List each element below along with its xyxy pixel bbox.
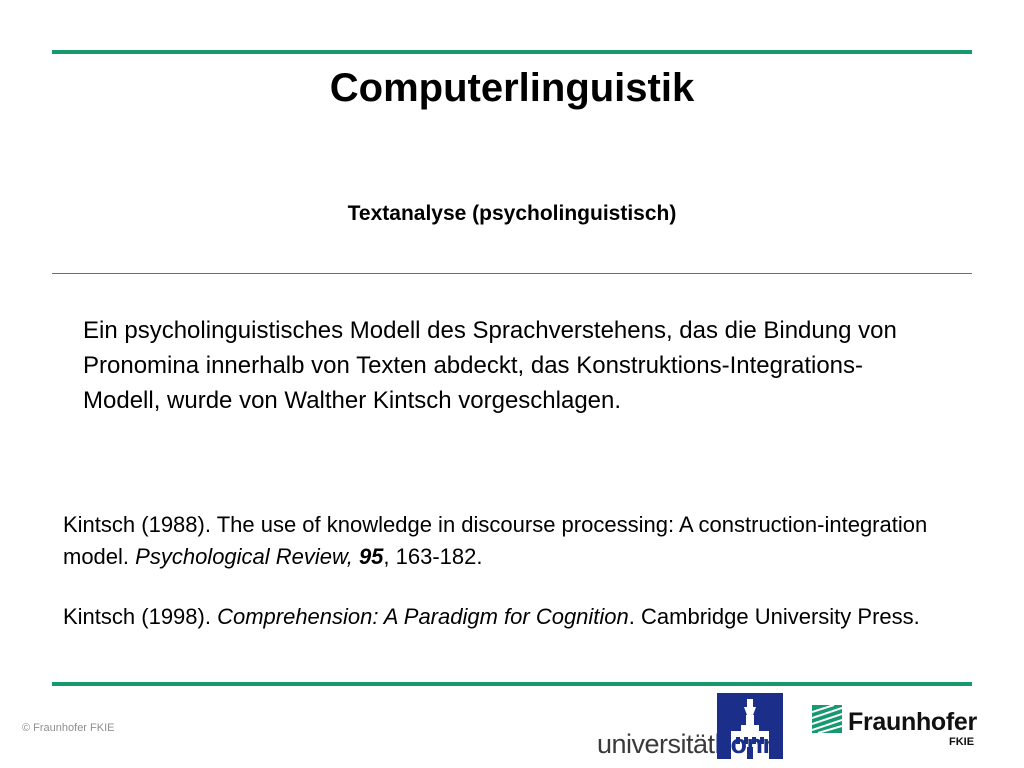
bottom-divider (52, 682, 972, 686)
reference-volume: 95 (358, 544, 384, 569)
reference-publisher: . Cambridge University Press. (628, 604, 920, 629)
fraunhofer-fkie-logo (812, 703, 982, 755)
reference-book-title: Comprehension: A Paradigm for Cognition (217, 604, 629, 629)
header-divider (52, 273, 972, 274)
logo-text-universitat: universität (597, 729, 715, 759)
reference-1998 (63, 601, 973, 633)
fraunhofer-sub: FKIE (949, 736, 975, 748)
slide-title: Computerlinguistik (329, 66, 695, 110)
logo-text-bonn: bonn (714, 729, 779, 759)
reference-pages: , 163-182. (383, 544, 483, 569)
copyright-text: © Fraunhofer FKIE (22, 722, 115, 734)
reference-journal: Psychological Review, (135, 544, 359, 569)
top-divider (52, 50, 972, 54)
references (63, 509, 973, 633)
reference-title: The use of knowledge in discourse processing: A construction-integration model. (63, 512, 928, 569)
body-paragraph: Ein psycholinguistisches Modell des Sprachverstehens, das die Bindung von Pronomina innerhalb von Texten abdeckt, das Konstruktions-Integrations-Modell, wurde von Walther Kintsch vorgeschlagen. (83, 317, 897, 414)
reference-author-year: Kintsch (1988). (63, 512, 217, 537)
university-bonn-logo (597, 693, 783, 761)
reference-1988 (63, 509, 973, 573)
fraunhofer-name: Fraunhofer (848, 708, 977, 736)
fraunhofer-icon (812, 705, 842, 733)
reference-author-year: Kintsch (1998). (63, 604, 218, 629)
slide-subtitle: Textanalyse (psycholinguistisch) (347, 202, 677, 225)
